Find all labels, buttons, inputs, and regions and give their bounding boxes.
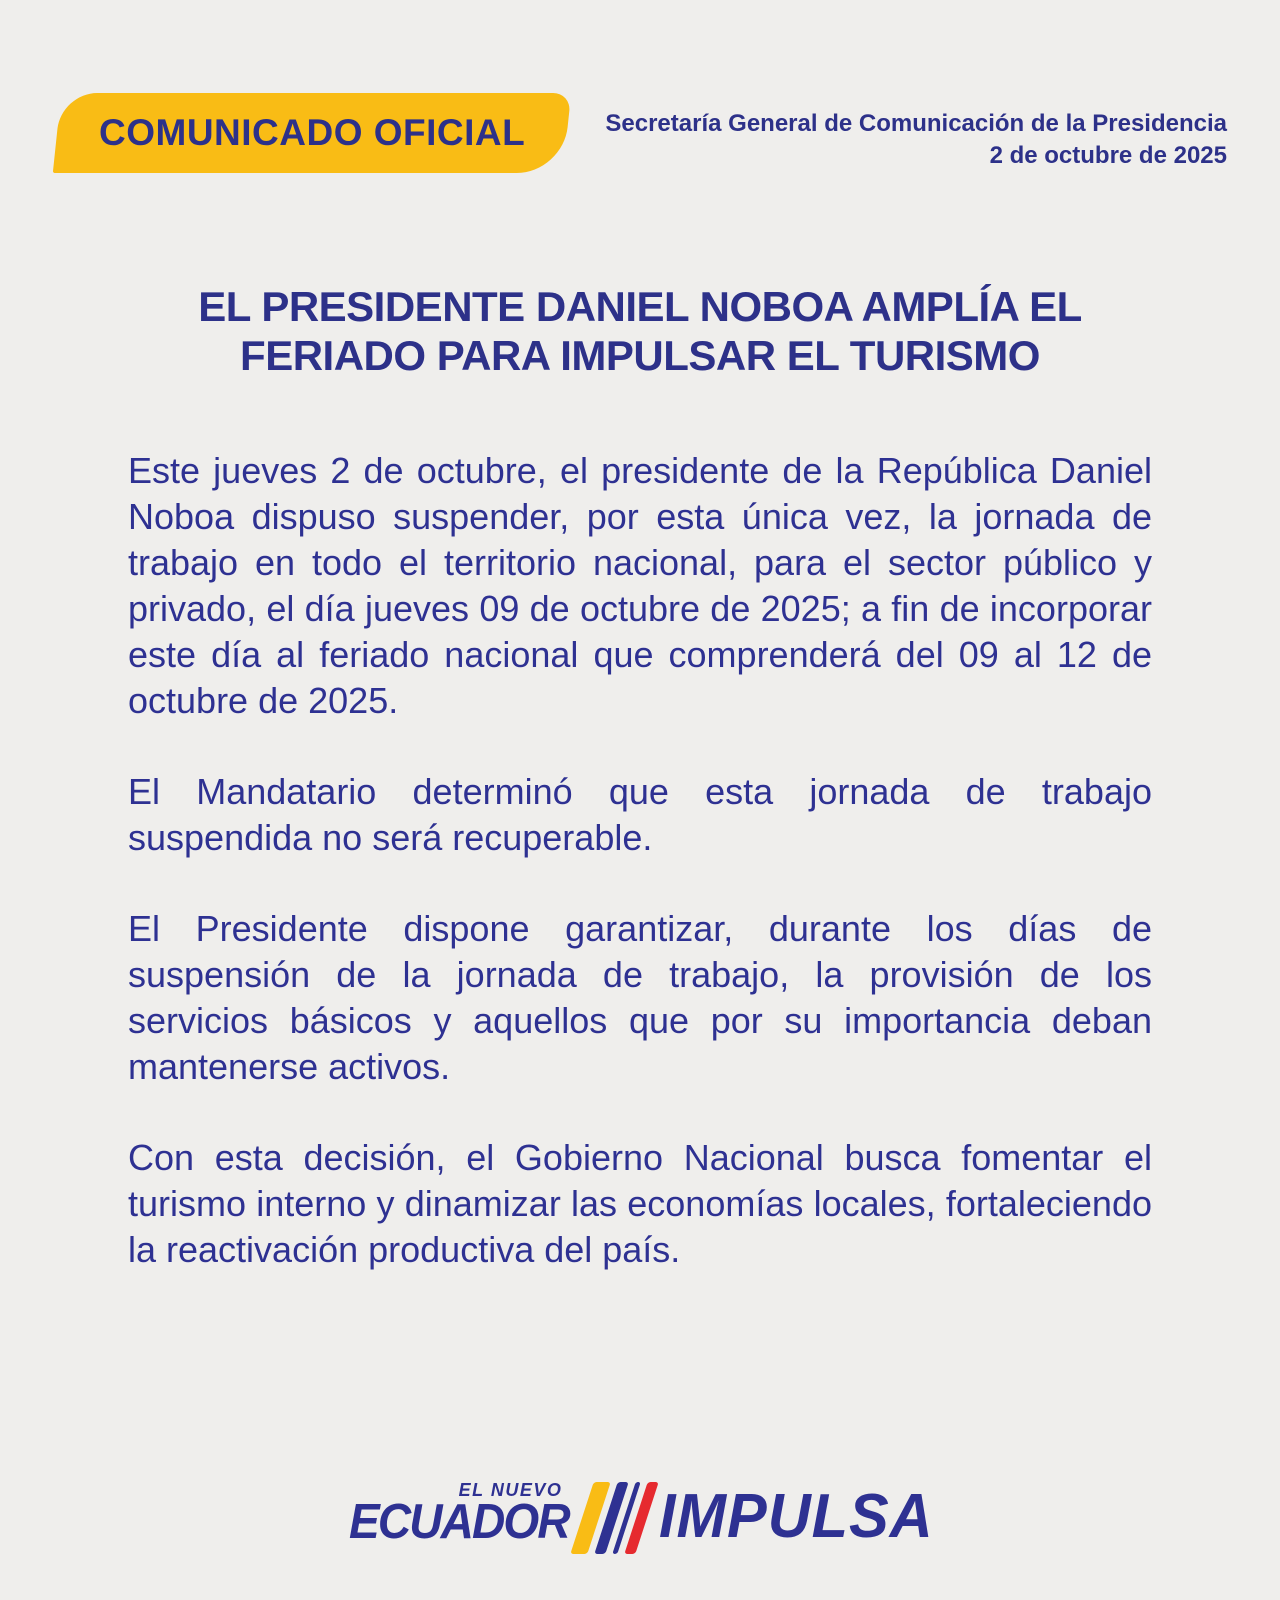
body-paragraph: El Presidente dispone garantizar, durante los días de suspensión de la jornada de trabajo, la provisión de los servicios básicos y aquellos que por su importancia deban mantenerse activos. (128, 908, 1152, 1087)
header-organization-line: Secretaría General de Comunicación de la Presidencia (605, 110, 1227, 137)
header-meta (605, 108, 1227, 172)
body-paragraph: Con esta decisión, el Gobierno Nacional busca fomentar el turismo interno y dinamizar las economías locales, fortaleciendo la reactivación productiva del país. (128, 1137, 1152, 1270)
flag-slash-red-icon (625, 1482, 659, 1554)
announcement-body (128, 448, 1152, 1318)
title-line-1: EL PRESIDENTE DANIEL NOBOA AMPLÍA EL (198, 283, 1082, 330)
logo-impulsa-wordmark: IMPULSA (659, 1482, 934, 1551)
el-nuevo-ecuador-impulsa-logo (0, 1470, 1280, 1551)
logo-ecuador-block (335, 1480, 569, 1549)
flag-slashes-icon (571, 1482, 659, 1554)
logo-tagline: EL NUEVO (458, 1480, 563, 1500)
logo-ecuador-wordmark: ECUADOR (348, 1495, 569, 1549)
page-title (0, 282, 1280, 380)
badge-label: COMUNICADO OFICIAL (99, 112, 526, 153)
title-line-2: FERIADO PARA IMPULSAR EL TURISMO (240, 332, 1040, 379)
body-paragraph: Este jueves 2 de octubre, el presidente de la República Daniel Noboa dispuso suspender, por esta única vez, la jornada de trabajo en todo el territorio nacional, para el sector público y privado, el día jueves 09 de octubre de 2025; a fin de incorporar este día al feriado nacional que comprenderá del 09 al 12 de octubre de 2025. (128, 450, 1152, 721)
body-paragraph: El Mandatario determinó que esta jornada de trabajo suspendida no será recuperable. (128, 771, 1152, 858)
header-date-line: 2 de octubre de 2025 (989, 142, 1227, 169)
official-communique-badge (53, 93, 572, 173)
